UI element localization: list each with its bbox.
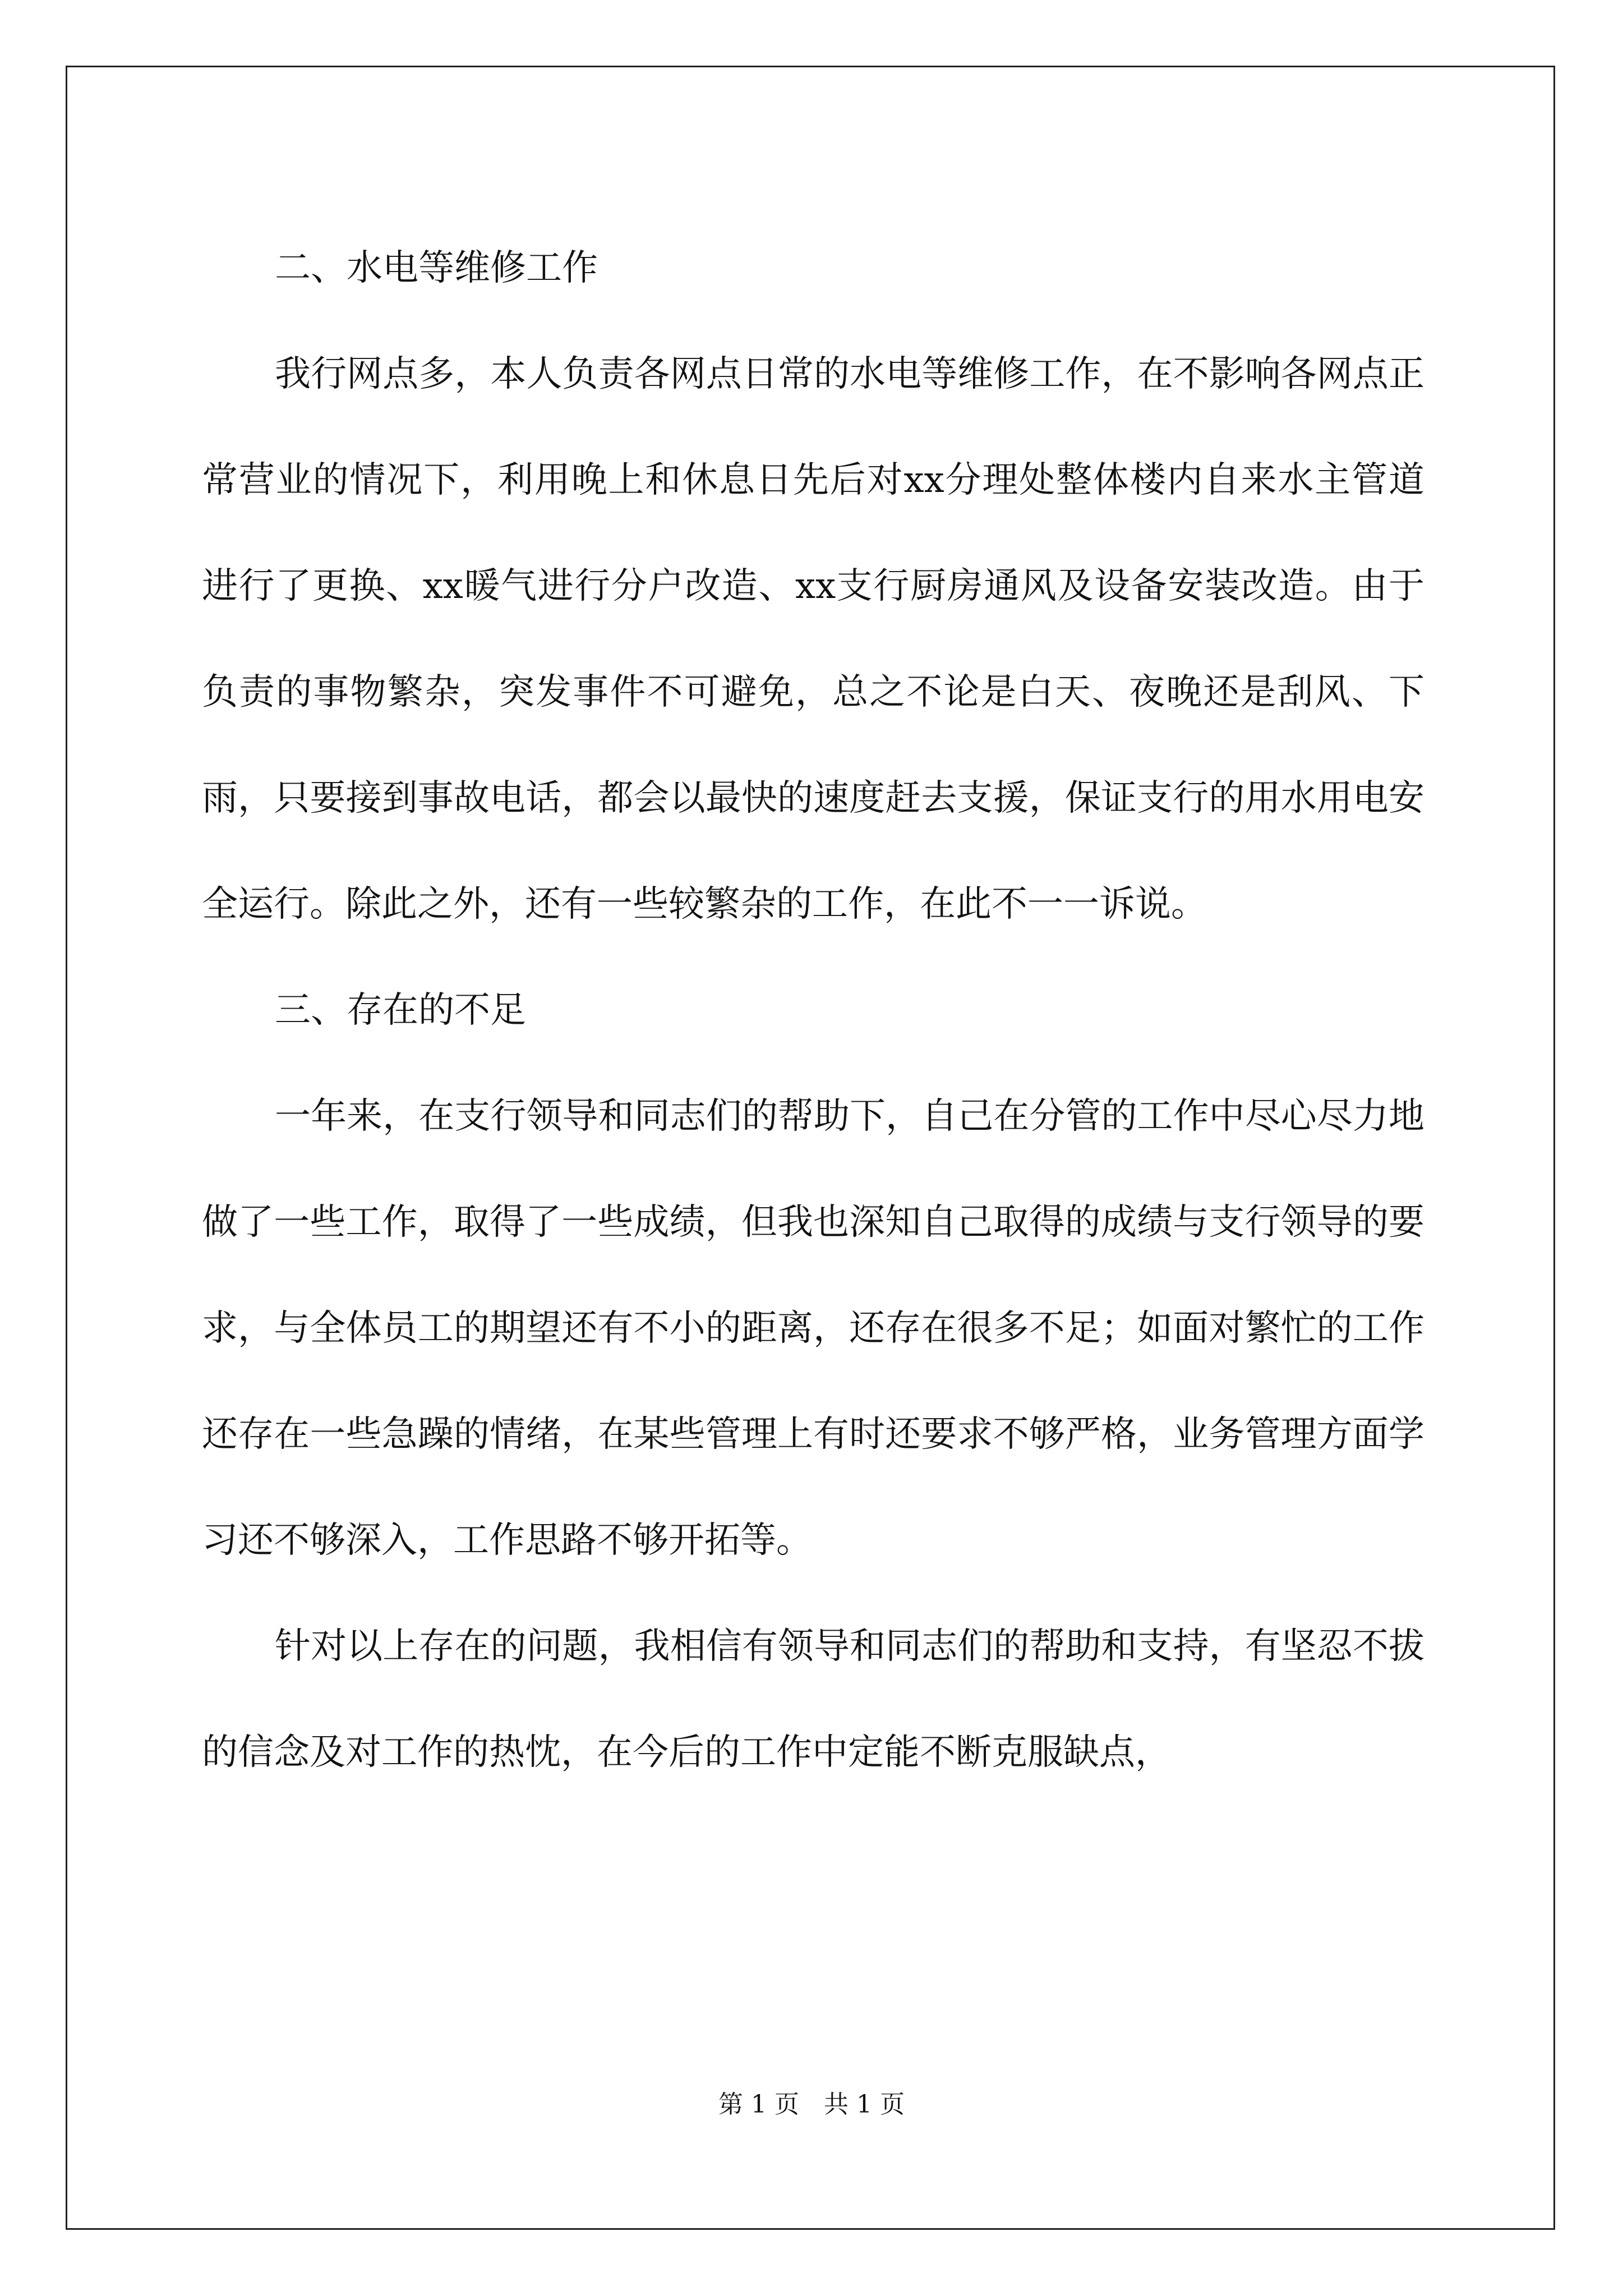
document-body xyxy=(202,215,1424,1806)
section-heading-shortcomings: 三、存在的不足 xyxy=(275,990,526,1031)
section-heading-maintenance: 二、水电等维修工作 xyxy=(275,247,598,289)
paragraph-maintenance-work: 我行网点多，本人负责各网点日常的水电等维修工作，在不影响各网点正常营业的情况下，利用晚上和休息日先后对xx分理处整体楼内自来水主管道进行了更换、xx暖气进行分户改造、xx支行厨房通风及设备安装改造。由于负责的事物繁杂，突发事件不可避免，总之不论是白天、夜晚还是刮风、下雨，只要接到事故电话，都会以最快的速度赶去支援，保证支行的用水用电安全运行。除此之外，还有一些较繁杂的工作，在此不一一诉说。 xyxy=(202,353,1424,925)
paragraph-shortcomings: 一年来，在支行领导和同志们的帮助下，自己在分管的工作中尽心尽力地做了一些工作，取得了一些成绩，但我也深知自己取得的成绩与支行领导的要求，与全体员工的期望还有不小的距离，还存在很多不足；如面对繁忙的工作还存在一些急躁的情绪，在某些管理上有时还要求不够严格，业务管理方面学习还不够深入，工作思路不够开拓等。 xyxy=(202,1096,1424,1561)
page-number-footer: 第 1 页 共 1 页 xyxy=(718,2090,905,2119)
paragraph-improvement: 针对以上存在的问题，我相信有领导和同志们的帮助和支持，有坚忍不拔的信念及对工作的热忱，在今后的工作中定能不断克服缺点， xyxy=(202,1626,1424,1773)
